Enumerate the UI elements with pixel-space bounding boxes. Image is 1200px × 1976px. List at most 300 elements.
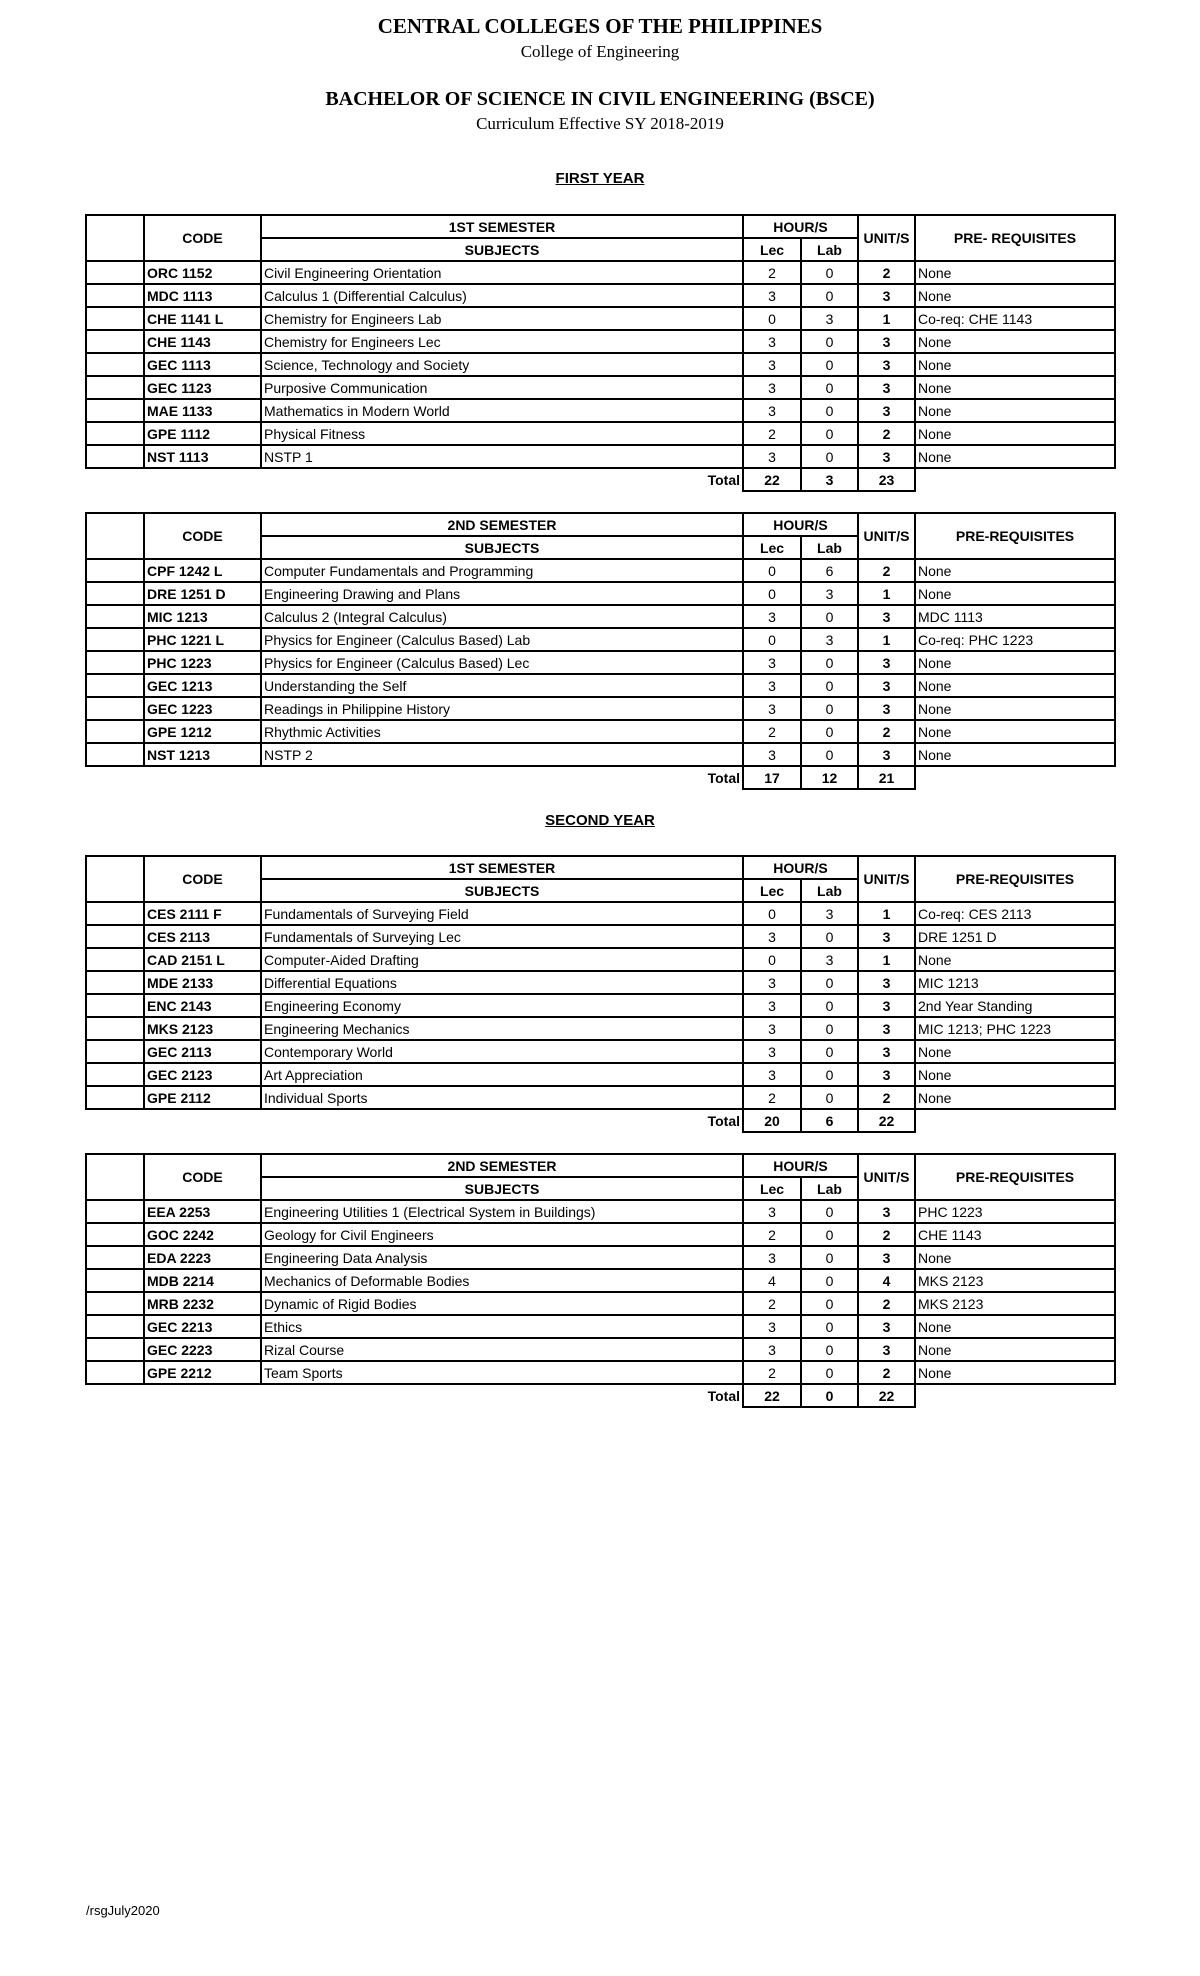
semester-table-y2-s2	[85, 1153, 1116, 1408]
table-row	[86, 1200, 1115, 1223]
header-blank-cell	[86, 215, 144, 261]
total-lab-hours: 3	[801, 468, 858, 491]
course-prerequisite: CHE 1143	[915, 1223, 1115, 1246]
row-blank-cell	[86, 559, 144, 582]
row-blank-cell	[86, 330, 144, 353]
course-units: 3	[858, 925, 915, 948]
column-header-code: CODE	[144, 215, 261, 261]
course-prerequisite: None	[915, 399, 1115, 422]
course-units: 3	[858, 1338, 915, 1361]
course-lec-hours: 2	[743, 1223, 801, 1246]
course-code: EEA 2253	[144, 1200, 261, 1223]
semester-title: 1ST SEMESTER	[261, 215, 743, 238]
course-code: CPF 1242 L	[144, 559, 261, 582]
column-header-prereq: PRE-REQUISITES	[915, 513, 1115, 559]
column-header-units: UNIT/S	[858, 1154, 915, 1200]
total-label: Total	[707, 1388, 740, 1404]
row-blank-cell	[86, 445, 144, 468]
course-units: 3	[858, 1246, 915, 1269]
footer-note: /rsgJuly2020	[86, 1903, 160, 1918]
column-header-lec: Lec	[743, 536, 801, 559]
row-blank-cell	[86, 697, 144, 720]
course-prerequisite: None	[915, 1338, 1115, 1361]
course-subject: NSTP 1	[261, 445, 743, 468]
course-units: 2	[858, 261, 915, 284]
course-lec-hours: 3	[743, 376, 801, 399]
total-lab-hours: 12	[801, 766, 858, 789]
course-lec-hours: 3	[743, 674, 801, 697]
course-code: GEC 1223	[144, 697, 261, 720]
course-lab-hours: 3	[801, 628, 858, 651]
course-units: 3	[858, 697, 915, 720]
course-subject: Dynamic of Rigid Bodies	[261, 1292, 743, 1315]
course-lec-hours: 4	[743, 1269, 801, 1292]
table-row	[86, 697, 1115, 720]
course-units: 3	[858, 1200, 915, 1223]
course-units: 3	[858, 605, 915, 628]
course-units: 3	[858, 353, 915, 376]
total-blank-cell	[144, 766, 261, 789]
course-code: GPE 1112	[144, 422, 261, 445]
table-row	[86, 1040, 1115, 1063]
course-subject: Physics for Engineer (Calculus Based) Lec	[261, 651, 743, 674]
course-units: 2	[858, 422, 915, 445]
course-lab-hours: 0	[801, 1223, 858, 1246]
course-lab-hours: 0	[801, 1086, 858, 1109]
column-header-lab: Lab	[801, 879, 858, 902]
course-code: ENC 2143	[144, 994, 261, 1017]
course-lec-hours: 3	[743, 697, 801, 720]
course-units: 2	[858, 1086, 915, 1109]
course-prerequisite: MDC 1113	[915, 605, 1115, 628]
course-lab-hours: 0	[801, 674, 858, 697]
course-units: 2	[858, 559, 915, 582]
course-lec-hours: 3	[743, 1246, 801, 1269]
course-lec-hours: 3	[743, 743, 801, 766]
course-units: 3	[858, 1017, 915, 1040]
course-subject: Calculus 1 (Differential Calculus)	[261, 284, 743, 307]
column-header-subjects: SUBJECTS	[261, 1177, 743, 1200]
course-code: ORC 1152	[144, 261, 261, 284]
course-units: 2	[858, 1292, 915, 1315]
column-header-hours: HOUR/S	[743, 856, 858, 879]
course-lec-hours: 3	[743, 1315, 801, 1338]
course-prerequisite: None	[915, 651, 1115, 674]
course-subject: Readings in Philippine History	[261, 697, 743, 720]
course-units: 3	[858, 284, 915, 307]
course-lec-hours: 2	[743, 1361, 801, 1384]
course-subject: Physical Fitness	[261, 422, 743, 445]
table-row	[86, 948, 1115, 971]
column-header-subjects: SUBJECTS	[261, 238, 743, 261]
course-lab-hours: 3	[801, 902, 858, 925]
course-prerequisite: None	[915, 743, 1115, 766]
course-code: CES 2113	[144, 925, 261, 948]
semester-table-y1-s2	[85, 512, 1116, 790]
course-code: CHE 1143	[144, 330, 261, 353]
course-lec-hours: 2	[743, 1292, 801, 1315]
column-header-code: CODE	[144, 1154, 261, 1200]
course-lec-hours: 2	[743, 261, 801, 284]
course-lab-hours: 0	[801, 697, 858, 720]
table-row	[86, 1361, 1115, 1384]
column-header-lab: Lab	[801, 238, 858, 261]
total-blank-cell	[86, 766, 144, 789]
total-lec-hours: 22	[743, 1384, 801, 1407]
row-blank-cell	[86, 261, 144, 284]
total-units: 22	[858, 1109, 915, 1132]
course-subject: Individual Sports	[261, 1086, 743, 1109]
table-row	[86, 994, 1115, 1017]
row-blank-cell	[86, 1361, 144, 1384]
course-prerequisite: Co-req: CES 2113	[915, 902, 1115, 925]
course-code: GEC 1213	[144, 674, 261, 697]
semester-title: 2ND SEMESTER	[261, 513, 743, 536]
course-subject: Computer Fundamentals and Programming	[261, 559, 743, 582]
course-lab-hours: 0	[801, 925, 858, 948]
column-header-prereq: PRE-REQUISITES	[915, 856, 1115, 902]
course-lab-hours: 0	[801, 445, 858, 468]
course-lec-hours: 3	[743, 330, 801, 353]
course-prerequisite: None	[915, 376, 1115, 399]
header-blank-cell	[86, 856, 144, 902]
course-prerequisite: None	[915, 697, 1115, 720]
course-subject: Team Sports	[261, 1361, 743, 1384]
total-label: Total	[707, 770, 740, 786]
total-blank-cell	[86, 468, 144, 491]
row-blank-cell	[86, 994, 144, 1017]
course-prerequisite: MKS 2123	[915, 1269, 1115, 1292]
total-lab-hours: 6	[801, 1109, 858, 1132]
table-row	[86, 925, 1115, 948]
course-prerequisite: None	[915, 720, 1115, 743]
row-blank-cell	[86, 651, 144, 674]
course-lab-hours: 0	[801, 994, 858, 1017]
course-lab-hours: 0	[801, 1063, 858, 1086]
column-header-code: CODE	[144, 513, 261, 559]
course-prerequisite: None	[915, 948, 1115, 971]
total-blank-cell	[86, 1384, 144, 1407]
total-lec-hours: 22	[743, 468, 801, 491]
course-code: PHC 1221 L	[144, 628, 261, 651]
course-subject: Understanding the Self	[261, 674, 743, 697]
course-subject: Calculus 2 (Integral Calculus)	[261, 605, 743, 628]
course-code: GEC 2213	[144, 1315, 261, 1338]
course-units: 2	[858, 1223, 915, 1246]
course-subject: Science, Technology and Society	[261, 353, 743, 376]
course-lec-hours: 3	[743, 1338, 801, 1361]
course-units: 2	[858, 720, 915, 743]
course-lab-hours: 0	[801, 971, 858, 994]
course-prerequisite: MKS 2123	[915, 1292, 1115, 1315]
course-lec-hours: 3	[743, 651, 801, 674]
row-blank-cell	[86, 307, 144, 330]
course-subject: Engineering Utilities 1 (Electrical System in Buildings)	[261, 1200, 743, 1223]
course-prerequisite: Co-req: CHE 1143	[915, 307, 1115, 330]
table-row	[86, 1269, 1115, 1292]
course-prerequisite: None	[915, 261, 1115, 284]
row-blank-cell	[86, 422, 144, 445]
course-code: MRB 2232	[144, 1292, 261, 1315]
table-row	[86, 605, 1115, 628]
course-subject: NSTP 2	[261, 743, 743, 766]
course-lab-hours: 0	[801, 1200, 858, 1223]
row-blank-cell	[86, 353, 144, 376]
table-row	[86, 1246, 1115, 1269]
row-blank-cell	[86, 1292, 144, 1315]
row-blank-cell	[86, 1017, 144, 1040]
semester-title: 1ST SEMESTER	[261, 856, 743, 879]
table-row	[86, 376, 1115, 399]
course-subject: Computer-Aided Drafting	[261, 948, 743, 971]
row-blank-cell	[86, 1246, 144, 1269]
course-prerequisite: None	[915, 1246, 1115, 1269]
curriculum-effective: Curriculum Effective SY 2018-2019	[476, 114, 724, 133]
course-lab-hours: 0	[801, 422, 858, 445]
table-row	[86, 445, 1115, 468]
table-row	[86, 651, 1115, 674]
table-row	[86, 971, 1115, 994]
course-units: 3	[858, 651, 915, 674]
course-subject: Chemistry for Engineers Lab	[261, 307, 743, 330]
course-lec-hours: 2	[743, 720, 801, 743]
course-prerequisite: None	[915, 422, 1115, 445]
course-lec-hours: 0	[743, 582, 801, 605]
course-prerequisite: None	[915, 445, 1115, 468]
table-row	[86, 1086, 1115, 1109]
table-row	[86, 674, 1115, 697]
course-subject: Rhythmic Activities	[261, 720, 743, 743]
table-row	[86, 1223, 1115, 1246]
course-lec-hours: 0	[743, 628, 801, 651]
course-prerequisite: MIC 1213; PHC 1223	[915, 1017, 1115, 1040]
course-subject: Mechanics of Deformable Bodies	[261, 1269, 743, 1292]
row-blank-cell	[86, 582, 144, 605]
table-row	[86, 720, 1115, 743]
course-prerequisite: None	[915, 353, 1115, 376]
course-subject: Fundamentals of Surveying Lec	[261, 925, 743, 948]
course-lec-hours: 3	[743, 1200, 801, 1223]
course-subject: Contemporary World	[261, 1040, 743, 1063]
table-row	[86, 1292, 1115, 1315]
course-units: 3	[858, 971, 915, 994]
course-lab-hours: 0	[801, 1361, 858, 1384]
column-header-lab: Lab	[801, 536, 858, 559]
course-code: GOC 2242	[144, 1223, 261, 1246]
course-code: GEC 2113	[144, 1040, 261, 1063]
year-heading-first: FIRST YEAR	[555, 170, 645, 187]
row-blank-cell	[86, 1200, 144, 1223]
total-label: Total	[707, 1113, 740, 1129]
course-prerequisite: None	[915, 559, 1115, 582]
course-code: GEC 2123	[144, 1063, 261, 1086]
course-subject: Art Appreciation	[261, 1063, 743, 1086]
row-blank-cell	[86, 720, 144, 743]
course-units: 3	[858, 743, 915, 766]
course-code: GEC 1113	[144, 353, 261, 376]
row-blank-cell	[86, 1223, 144, 1246]
table-row	[86, 902, 1115, 925]
column-header-hours: HOUR/S	[743, 215, 858, 238]
course-lab-hours: 6	[801, 559, 858, 582]
course-subject: Purposive Communication	[261, 376, 743, 399]
course-lab-hours: 0	[801, 284, 858, 307]
semester-title: 2ND SEMESTER	[261, 1154, 743, 1177]
course-units: 4	[858, 1269, 915, 1292]
course-prerequisite: None	[915, 1315, 1115, 1338]
column-header-prereq: PRE- REQUISITES	[915, 215, 1115, 261]
column-header-subjects: SUBJECTS	[261, 536, 743, 559]
course-lab-hours: 3	[801, 948, 858, 971]
course-subject: Engineering Data Analysis	[261, 1246, 743, 1269]
total-label: Total	[707, 472, 740, 488]
table-row	[86, 1017, 1115, 1040]
table-row	[86, 582, 1115, 605]
course-units: 1	[858, 948, 915, 971]
course-lec-hours: 3	[743, 994, 801, 1017]
course-code: MAE 1133	[144, 399, 261, 422]
college-name: College of Engineering	[520, 42, 680, 61]
course-prerequisite: None	[915, 1063, 1115, 1086]
course-lab-hours: 0	[801, 1315, 858, 1338]
course-subject: Ethics	[261, 1315, 743, 1338]
course-prerequisite: None	[915, 674, 1115, 697]
course-lab-hours: 0	[801, 261, 858, 284]
total-lab-hours: 0	[801, 1384, 858, 1407]
course-units: 1	[858, 628, 915, 651]
course-prerequisite: None	[915, 1040, 1115, 1063]
total-row	[86, 468, 1115, 491]
course-lec-hours: 3	[743, 925, 801, 948]
course-lec-hours: 3	[743, 1063, 801, 1086]
total-units: 22	[858, 1384, 915, 1407]
column-header-code: CODE	[144, 856, 261, 902]
total-blank-cell	[144, 1109, 261, 1132]
course-units: 3	[858, 445, 915, 468]
course-lec-hours: 3	[743, 284, 801, 307]
column-header-lec: Lec	[743, 879, 801, 902]
column-header-lec: Lec	[743, 1177, 801, 1200]
course-subject: Differential Equations	[261, 971, 743, 994]
column-header-hours: HOUR/S	[743, 1154, 858, 1177]
column-header-lab: Lab	[801, 1177, 858, 1200]
course-prerequisite: None	[915, 330, 1115, 353]
course-lab-hours: 3	[801, 582, 858, 605]
course-lec-hours: 3	[743, 1040, 801, 1063]
course-code: MDE 2133	[144, 971, 261, 994]
course-lab-hours: 0	[801, 1292, 858, 1315]
course-subject: Engineering Mechanics	[261, 1017, 743, 1040]
course-prerequisite: None	[915, 1361, 1115, 1384]
course-units: 3	[858, 376, 915, 399]
course-code: NST 1213	[144, 743, 261, 766]
course-units: 3	[858, 1040, 915, 1063]
course-code: CHE 1141 L	[144, 307, 261, 330]
total-lec-hours: 17	[743, 766, 801, 789]
table-row	[86, 353, 1115, 376]
course-code: DRE 1251 D	[144, 582, 261, 605]
header-blank-cell	[86, 1154, 144, 1200]
course-lec-hours: 3	[743, 353, 801, 376]
course-lab-hours: 0	[801, 330, 858, 353]
course-prerequisite: None	[915, 582, 1115, 605]
row-blank-cell	[86, 674, 144, 697]
course-code: CAD 2151 L	[144, 948, 261, 971]
table-row	[86, 399, 1115, 422]
row-blank-cell	[86, 1269, 144, 1292]
course-lec-hours: 3	[743, 1017, 801, 1040]
column-header-subjects: SUBJECTS	[261, 879, 743, 902]
row-blank-cell	[86, 376, 144, 399]
course-subject: Chemistry for Engineers Lec	[261, 330, 743, 353]
table-row	[86, 307, 1115, 330]
course-lec-hours: 0	[743, 948, 801, 971]
row-blank-cell	[86, 1086, 144, 1109]
course-code: NST 1113	[144, 445, 261, 468]
row-blank-cell	[86, 605, 144, 628]
course-lec-hours: 3	[743, 399, 801, 422]
year-heading-second: SECOND YEAR	[545, 812, 655, 829]
row-blank-cell	[86, 925, 144, 948]
course-lab-hours: 0	[801, 1246, 858, 1269]
course-code: EDA 2223	[144, 1246, 261, 1269]
total-row	[86, 766, 1115, 789]
course-units: 3	[858, 330, 915, 353]
total-blank-cell	[915, 1384, 1115, 1407]
total-blank-cell	[915, 766, 1115, 789]
row-blank-cell	[86, 948, 144, 971]
course-units: 3	[858, 399, 915, 422]
course-code: CES 2111 F	[144, 902, 261, 925]
table-row	[86, 559, 1115, 582]
table-row	[86, 1315, 1115, 1338]
course-code: PHC 1223	[144, 651, 261, 674]
row-blank-cell	[86, 1040, 144, 1063]
total-lec-hours: 20	[743, 1109, 801, 1132]
row-blank-cell	[86, 1315, 144, 1338]
course-lab-hours: 0	[801, 743, 858, 766]
course-lab-hours: 0	[801, 353, 858, 376]
course-lab-hours: 0	[801, 1338, 858, 1361]
course-units: 1	[858, 582, 915, 605]
course-lec-hours: 2	[743, 422, 801, 445]
course-lab-hours: 0	[801, 376, 858, 399]
column-header-lec: Lec	[743, 238, 801, 261]
course-code: GPE 2212	[144, 1361, 261, 1384]
course-lab-hours: 0	[801, 1269, 858, 1292]
course-units: 3	[858, 674, 915, 697]
course-code: GPE 1212	[144, 720, 261, 743]
program-title: BACHELOR OF SCIENCE IN CIVIL ENGINEERING (BSCE)	[325, 88, 875, 110]
column-header-units: UNIT/S	[858, 513, 915, 559]
course-lab-hours: 0	[801, 1017, 858, 1040]
total-blank-cell	[144, 468, 261, 491]
row-blank-cell	[86, 743, 144, 766]
row-blank-cell	[86, 1338, 144, 1361]
course-lab-hours: 0	[801, 720, 858, 743]
table-row	[86, 1063, 1115, 1086]
table-row	[86, 743, 1115, 766]
course-lab-hours: 3	[801, 307, 858, 330]
course-units: 1	[858, 307, 915, 330]
column-header-units: UNIT/S	[858, 215, 915, 261]
course-lab-hours: 0	[801, 1040, 858, 1063]
course-code: MIC 1213	[144, 605, 261, 628]
table-row	[86, 422, 1115, 445]
row-blank-cell	[86, 971, 144, 994]
course-lab-hours: 0	[801, 651, 858, 674]
course-subject: Geology for Civil Engineers	[261, 1223, 743, 1246]
